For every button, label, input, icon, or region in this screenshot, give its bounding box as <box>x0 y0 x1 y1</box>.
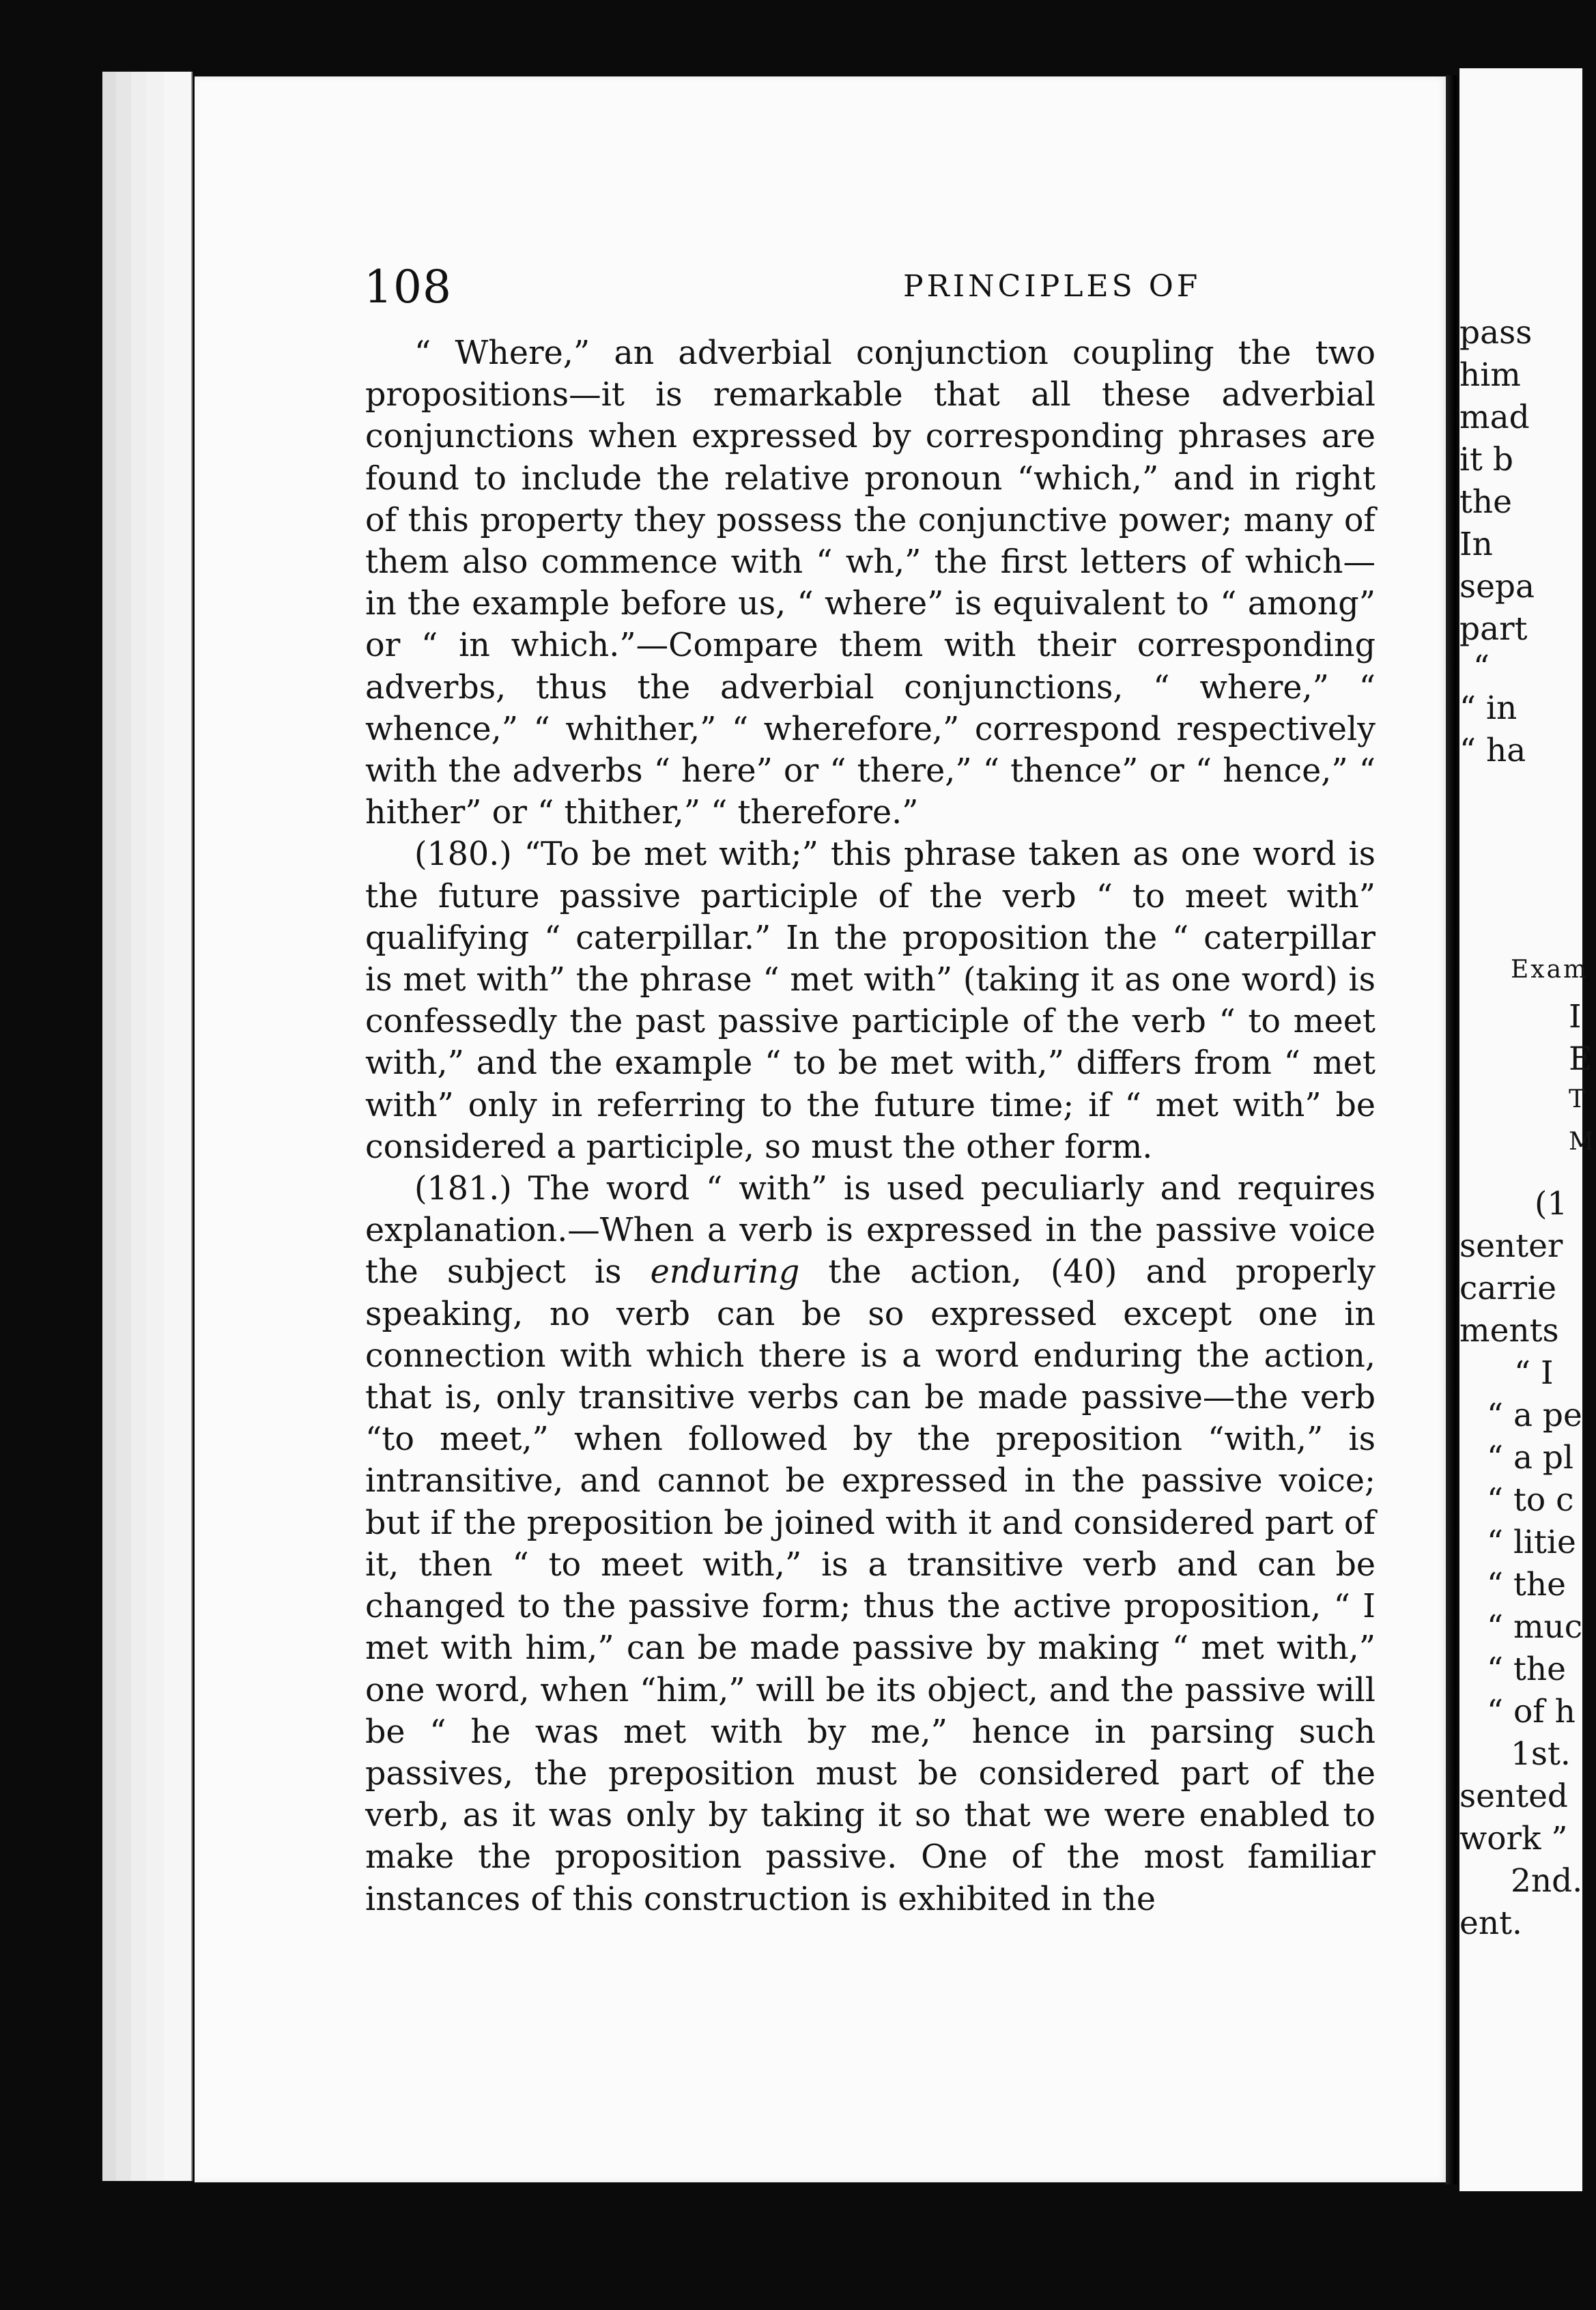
facing-line: E <box>1569 1040 1593 1078</box>
facing-line: carrie <box>1459 1270 1557 1307</box>
facing-line: M <box>1569 1128 1596 1156</box>
paragraph-number: (180.) <box>414 836 512 874</box>
facing-line: “ the <box>1487 1566 1566 1603</box>
paragraph <box>365 332 1376 833</box>
facing-page <box>1459 68 1596 2191</box>
page-edges <box>102 72 198 2181</box>
facing-line: part <box>1459 610 1528 648</box>
paragraph <box>365 1168 1376 1920</box>
page-edge <box>164 72 193 2181</box>
facing-line: “ a pl <box>1487 1439 1574 1477</box>
facing-line: ent. <box>1459 1905 1522 1942</box>
facing-line: sepa <box>1459 568 1535 605</box>
facing-line: T <box>1569 1085 1588 1113</box>
facing-line: “ of h <box>1487 1693 1576 1730</box>
facing-line: 2nd. <box>1511 1862 1583 1900</box>
facing-line: the <box>1459 483 1512 521</box>
facing-line: him <box>1459 356 1521 394</box>
facing-line: (1 <box>1535 1185 1568 1223</box>
facing-line: “ muc <box>1487 1608 1583 1646</box>
facing-line: 1st. <box>1511 1735 1571 1773</box>
facing-line: I <box>1569 998 1582 1036</box>
facing-line: “ <box>1473 648 1490 686</box>
page-header <box>364 261 1456 315</box>
facing-line: “ I <box>1514 1354 1554 1392</box>
paragraph-text: “To be met with;” this phrase taken as one word is the future passive participle of the verb “ to meet with” qualifying “ caterpillar.” In the proposition the “ caterpillar is met with” the phrase “ met with” (taking it as one word) is confessedly the past passive participle of the verb “ to meet with,” and the example “ to be met with,” differs from “ met with” only in referring to the future time; if “ met with” be considered a participle, so must the other form. <box>365 836 1376 1166</box>
facing-line: it b <box>1459 441 1513 479</box>
facing-line: In <box>1459 526 1493 563</box>
emphasized-word: enduring <box>650 1253 800 1292</box>
facing-line: ments <box>1459 1312 1559 1350</box>
body-text <box>365 332 1376 1920</box>
facing-heading: Exam <box>1511 956 1589 984</box>
facing-line: “ ha <box>1459 732 1526 769</box>
facing-line: sented <box>1459 1778 1568 1815</box>
facing-line: mad <box>1459 399 1530 436</box>
facing-line: “ in <box>1459 689 1517 727</box>
facing-line: “ litie <box>1487 1524 1576 1561</box>
facing-line: pass <box>1459 314 1533 352</box>
facing-line: work ” <box>1459 1820 1568 1857</box>
paragraph-text: the action, (40) and properly speaking, no verb can be so expressed except one in connection with which there is a word enduring the action, that is, only transitive verbs can be made passive—the verb “to meet,” when followed by the preposition “with,” is intransitive, and cannot be expressed in the passive voice; but if the preposition be joined with it and considered part of it, then “ to meet with,” is a transitive verb and can be changed to the passive form; thus the active proposition, “ I met with him,” can be made passive by making “ met with,” one word, when “him,” will be its object, and the passive will be “ he was met with by me,” hence in parsing such passives, the preposition must be considered part of the verb, as it was only by taking it so that we were enabled to make the proposition passive. One of the most familiar instances of this construction is exhibited in the <box>365 1253 1376 1918</box>
facing-line: senter <box>1459 1227 1563 1265</box>
running-head: PRINCIPLES OF <box>903 269 1201 304</box>
paragraph-text: “ Where,” an adverbial conjunction coupling the two propositions—it is remarkable that all these adverbial conjunctions when expressed by corresponding phrases are found to include the relative pronoun “which,” and in right of this property they possess the conjunctive power; many of them also commence with “ wh,” the first letters of which—in the example before us, “ where” is equivalent to “ among” or “ in which.”—Compare them with their corresponding adverbs, thus the adverbial conjunctions, “ where,” “ whence,” “ whither,” “ wherefore,” correspond respectively with the adverbs “ here” or “ there,” “ thence” or “ hence,” “ hither” or “ thither,” “ therefore.” <box>365 334 1376 832</box>
book-gutter <box>1446 75 1461 2184</box>
facing-line: “ the <box>1487 1651 1566 1688</box>
paragraph-number: (181.) <box>414 1170 512 1208</box>
paragraph <box>365 833 1376 1168</box>
paragraph-text: The word “ with” is used peculiarly and requires explanation.—When a verb is expressed in the passive voice the subject is <box>365 1170 1376 1292</box>
left-page <box>195 76 1447 2182</box>
facing-line: “ to c <box>1487 1481 1574 1519</box>
page-number: 108 <box>364 261 452 313</box>
facing-line: “ a pe <box>1487 1397 1582 1434</box>
